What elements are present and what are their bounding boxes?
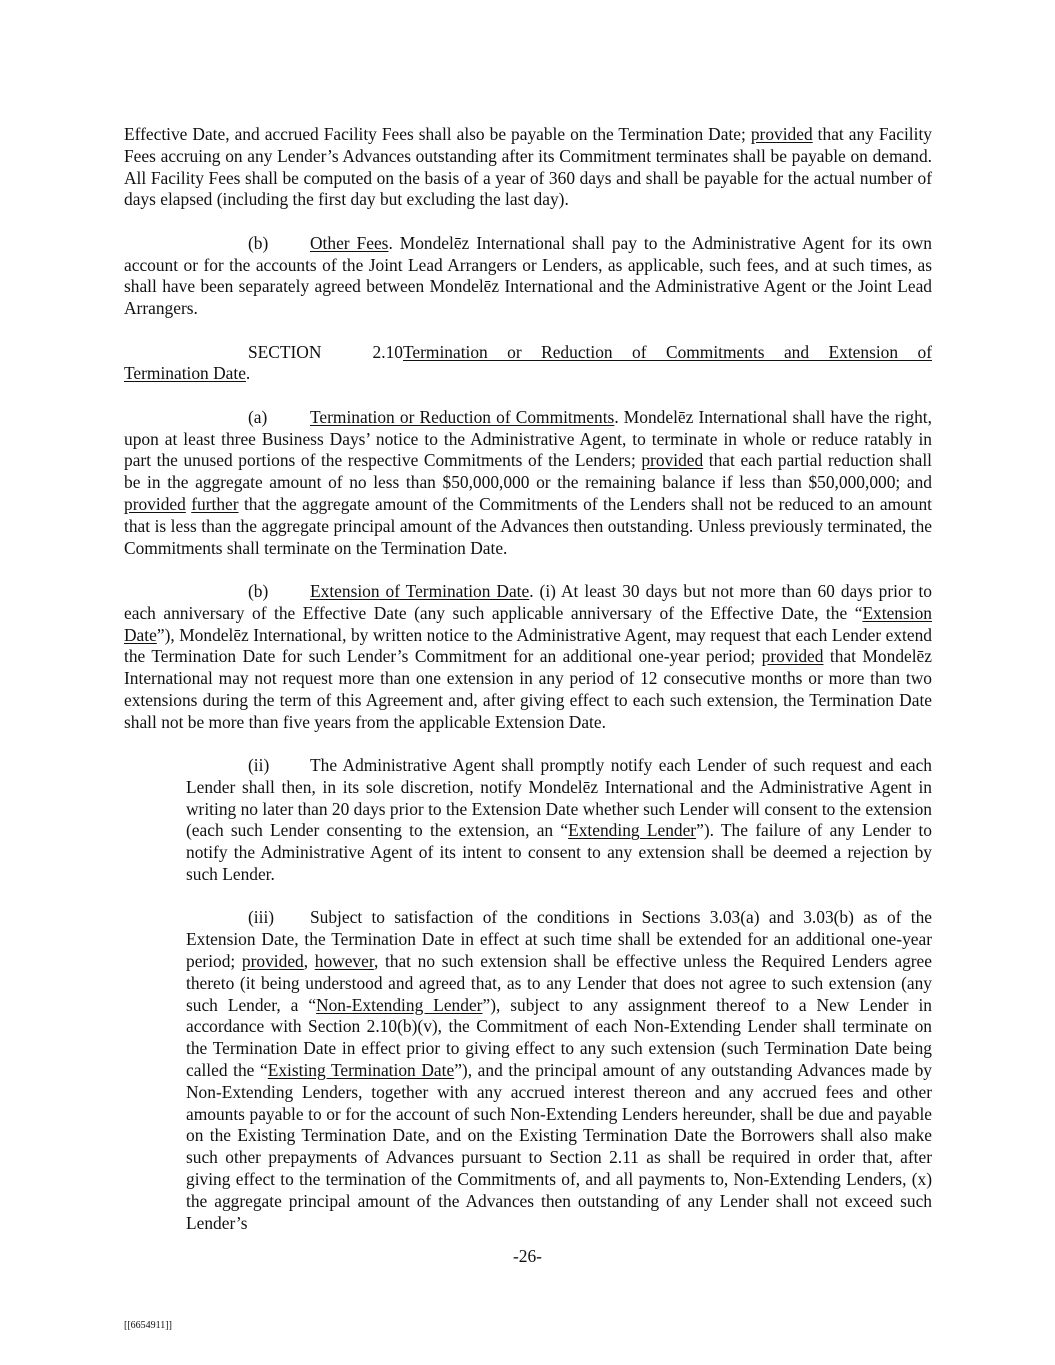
paragraph-iii: (iii) Subject to satisfaction of the conditions in Sections 3.03(a) and 3.03(b) as of the Extension Date, the Termination Date in effect at such time shall be extended for an additional one-year period; provided, however, that no such extension shall be effective unless the Required Lenders agree thereto (it being understood and agreed that, as to any Lender that does not agree to such extension (any such Lender, a “Non-Extending Lender”), subject to any assignment thereof to a New Lender in accordance with Section 2.10(b)(v), the Commitment of each Non-Extending Lender shall terminate on the Termination Date in effect prior to giving effect to any such extension (such Termination Date being called the “Existing Termination Date”), and the principal amount of any outstanding Advances made by Non-Extending Lenders, together with any accrued interest thereon and any accrued fees and other amounts payable to or for the account of such Non-Extending Lenders hereunder, shall be due and payable on the Existing Termination Date, and on the Existing Termination Date the Borrowers shall also make such other prepayments of Advances pursuant to Section 2.11 as shall be required in order that, after giving effect to the termination of the Commitments of, and all payments to, Non-Extending Lenders, (x) the aggregate principal amount of the Advances then outstanding of any Lender shall not exceed such Lender’s xyxy=(186,907,933,1233)
clause-label: (ii) xyxy=(248,755,270,776)
section-heading: SECTION 2.10Termination or Reduction of Commitments and Extension of Termination Date. xyxy=(124,341,932,384)
clause-heading: Termination or Reduction of Commitments xyxy=(310,406,615,427)
clause-heading: Other Fees xyxy=(310,232,389,253)
paragraph-facility-fees-continued: Effective Date, and accrued Facility Fees shall also be payable on the Termination Date; provided that any Facility Fees accruing on any Lender’s Advances outstanding after its Commitment terminates shall be payable on demand. All Facility Fees shall be computed on the basis of a year of 360 days and shall be payable for the actual number of days elapsed (including the first day but excluding the last day). xyxy=(124,124,932,210)
page-number: -26- xyxy=(513,1246,542,1266)
document-body xyxy=(124,124,932,1234)
clause-label: (b) xyxy=(248,580,269,601)
section-title: Termination or Reduction of Commitments and Extension of xyxy=(403,341,932,362)
clause-label: (a) xyxy=(248,406,268,427)
provided-term: provided xyxy=(750,124,813,144)
paragraph-termination-reduction: (a) Termination or Reduction of Commitments. Mondelēz International shall have the right, upon at least three Business Days’ notice to the Administrative Agent, to terminate in whole or reduce ratably in part the unused portions of the respective Commitments of the Lenders; provided that each partial reduction shall be in the aggregate amount of no less than $50,000,000 or the remaining balance if less than $50,000,000; and provided further that the aggregate amount of the Commitments of the Lenders shall not be reduced to an amount that is less than the aggregate principal amount of the Advances then outstanding. Unless previously terminated, the Commitments shall terminate on the Termination Date. xyxy=(124,406,932,558)
paragraph-other-fees: (b) Other Fees. Mondelēz International shall pay to the Administrative Agent for its own account or for the accounts of the Joint Lead Arrangers or Lenders, as applicable, such fees, and at such times, as shall have been separately agreed between Mondelēz International and the Administrative Agent or the Joint Lead Arrangers. xyxy=(124,232,932,319)
section-number: SECTION 2.10 xyxy=(248,341,403,362)
clause-label: (iii) xyxy=(248,907,275,928)
clause-label: (b) xyxy=(248,232,269,253)
paragraph-ii: (ii) The Administrative Agent shall promptly notify each Lender of such request and each Lender shall then, in its sole discretion, notify Mondelēz International and the Administrative Agent in writing no later than 20 days prior to the Extension Date whether such Lender will consent to the extension (each such Lender consenting to the extension, an “Extending Lender”). The failure of any Lender to notify the Administrative Agent of its intent to consent to any extension shall be deemed a rejection by such Lender. xyxy=(186,755,933,885)
paragraph-extension-termination-date: (b) Extension of Termination Date. (i) At least 30 days but not more than 60 days prior to each anniversary of the Effective Date (any such applicable anniversary of the Effective Date, the “Extension Date”), Mondelēz International, by written notice to the Administrative Agent, may request that each Lender extend the Termination Date for such Lender’s Commitment for an additional one-year period; provided that Mondelēz International may not request more than one extension in any period of 12 consecutive months or more than two extensions during the term of this Agreement and, after giving effect to each such extension, the Termination Date shall not be more than five years from the applicable Extension Date. xyxy=(124,580,932,732)
document-id: [[6654911]] xyxy=(124,1320,172,1331)
section-title-cont: Termination Date xyxy=(124,363,246,384)
clause-heading: Extension of Termination Date xyxy=(310,580,530,601)
